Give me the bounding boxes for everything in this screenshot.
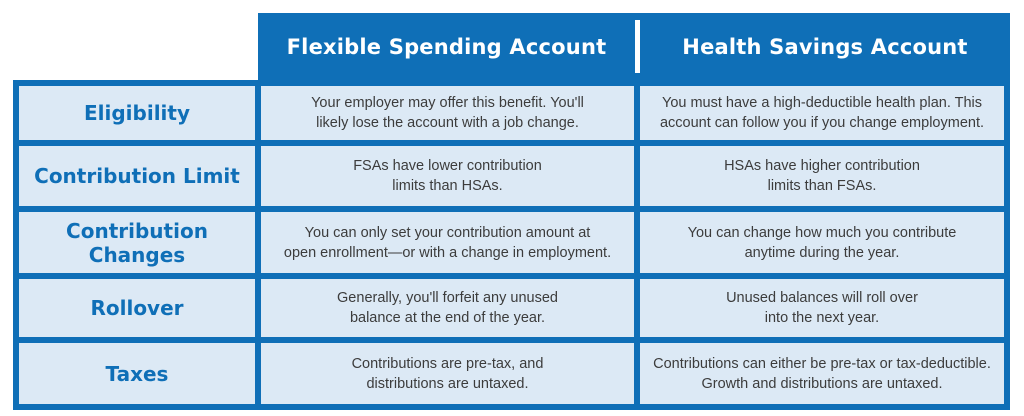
row-label-contribution-changes [19, 212, 255, 273]
row-label-eligibility [19, 86, 255, 140]
fsa-cell-contribution-limit [261, 146, 634, 206]
hsa-cell-rollover [640, 279, 1004, 337]
row-label-taxes [19, 343, 255, 404]
hsa-cell-text: You must have a high-deductible health plan. This account can follow you if you change employment. [659, 95, 985, 131]
column-header-fsa: Flexible Spending Account [286, 34, 607, 59]
row-label-text: Eligibility [83, 101, 191, 125]
table-header [258, 13, 1010, 80]
fsa-cell-text: You can only set your contribution amount at open enrollment—or with a change in employment. [283, 224, 612, 261]
row-label-text: Rollover [90, 296, 184, 320]
fsa-cell-text: Generally, you'll forfeit any unused balance at the end of the year. [337, 290, 558, 326]
row-label-text: Contribution Limit [34, 164, 240, 188]
comparison-table [13, 13, 1010, 410]
hsa-cell-text: HSAs have higher contribution limits than FSAs. [724, 158, 920, 194]
table-body [13, 80, 1010, 410]
fsa-cell-contribution-changes [261, 212, 634, 273]
row-label-text: Contribution Changes [66, 218, 208, 267]
hsa-cell-eligibility [640, 86, 1004, 140]
hsa-cell-contribution-changes [640, 212, 1004, 273]
fsa-cell-text: Contributions are pre-tax, and distributions are untaxed. [351, 355, 544, 392]
column-header-hsa: Health Savings Account [682, 34, 968, 59]
fsa-cell-eligibility [261, 86, 634, 140]
fsa-cell-text: Your employer may offer this benefit. You'll likely lose the account with a job change. [311, 95, 584, 131]
hsa-cell-text: Unused balances will roll over into the next year. [726, 290, 918, 326]
row-label-rollover [19, 279, 255, 337]
table-row-contribution-changes [13, 212, 1010, 273]
hsa-cell-taxes [640, 343, 1004, 404]
table-row-rollover [13, 279, 1010, 337]
row-label-contribution-limit [19, 146, 255, 206]
table-row-taxes [13, 343, 1010, 404]
table-row-eligibility [13, 86, 1010, 140]
row-label-text: Taxes [105, 361, 169, 386]
hsa-cell-text: Contributions can either be pre-tax or tax-deductible. Growth and distributions are untaxed. [653, 355, 991, 392]
fsa-cell-text: FSAs have lower contribution limits than HSAs. [353, 158, 542, 194]
hsa-cell-text: You can change how much you contribute anytime during the year. [687, 224, 957, 261]
fsa-cell-rollover [261, 279, 634, 337]
table-row-contribution-limit [13, 146, 1010, 206]
hsa-cell-contribution-limit [640, 146, 1004, 206]
fsa-cell-taxes [261, 343, 634, 404]
